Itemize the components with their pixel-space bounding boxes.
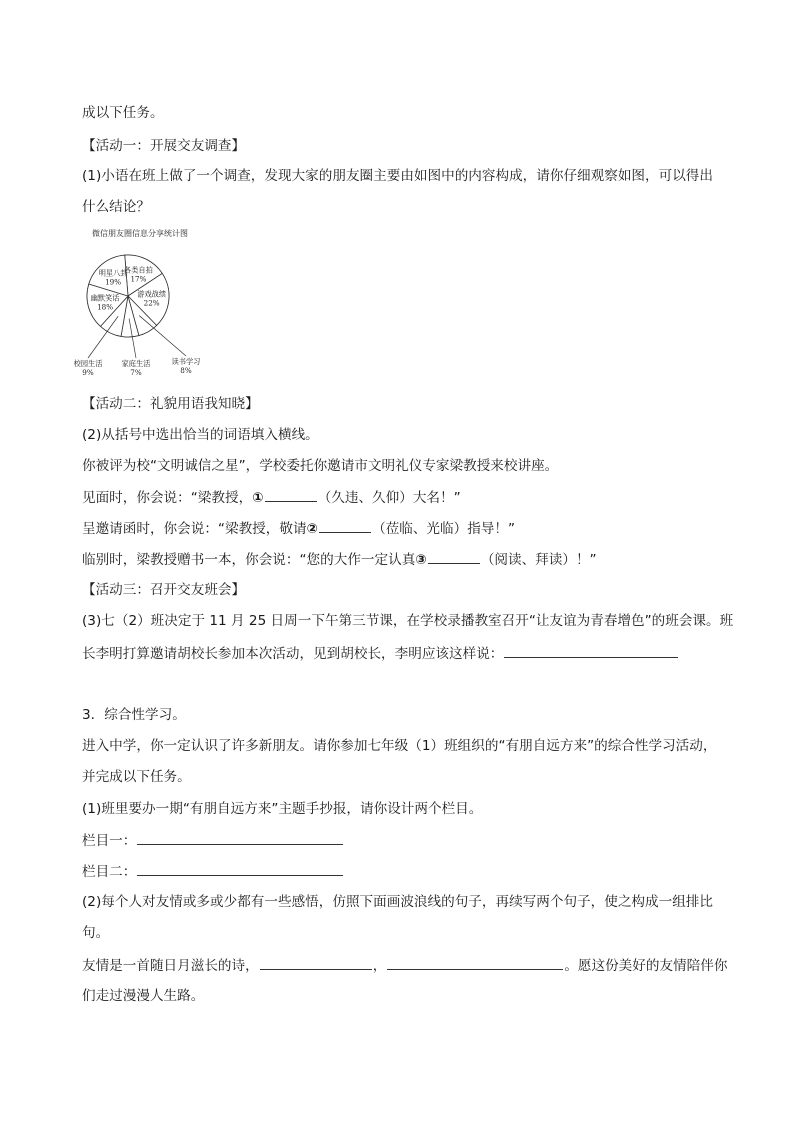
pie-leader-line-3: [139, 316, 186, 356]
line-text: （莅临、光临）指导！”: [372, 521, 516, 537]
blank-line-2: [82, 518, 515, 539]
blank-line-3: [82, 549, 597, 570]
question-3-line-2: [82, 643, 679, 664]
pie-label-3: 读书学习: [171, 357, 201, 366]
activity-three-heading: 【活动三：召开交友班会】: [82, 582, 246, 598]
text-line: 成以下任务。: [82, 105, 164, 121]
line-text: 栏目二：: [82, 864, 137, 880]
line-text: 。愿这份美好的友情陪伴你: [564, 958, 728, 974]
friendship-line-end: 们走过漫漫人生路。: [82, 988, 205, 1004]
circle-number-3: ③: [415, 552, 427, 568]
activity-two-heading: 【活动二：礼貌用语我知晓】: [82, 396, 259, 412]
circle-number-2: ②: [306, 521, 319, 537]
line-text: 见面时，你会说：“梁教授，: [82, 490, 253, 506]
column-one-line: [82, 830, 344, 851]
pie-label-2: 游戏战绩: [137, 289, 167, 299]
answer-blank-1[interactable]: [265, 487, 317, 502]
pie-chart-svg: [73, 226, 202, 386]
pie-value-3: 8%: [180, 366, 192, 375]
question-2-intro: (2)从括号中选出恰当的词语填入横线。: [82, 427, 319, 443]
answer-blank-2[interactable]: [319, 518, 371, 533]
answer-blank-invite[interactable]: [504, 643, 678, 658]
section-3-q2-line-1: (2)每个人对友情或多或少都有一些感悟，仿照下面画波浪线的句子，再续写两个句子，使之构成一组排比: [82, 894, 713, 910]
question-2-context: 你被评为校“文明诚信之星”，学校委托你邀请市文明礼仪专家梁教授来校讲座。: [82, 458, 559, 474]
line-text: （久违、久仰）大名！”: [317, 490, 461, 506]
column-two-line: [82, 861, 344, 882]
line-text: 栏目一：: [82, 833, 137, 849]
line-text: 呈邀请函时，你会说：“梁教授，敬请: [82, 521, 307, 537]
question-1-line-2: 什么结论？: [82, 199, 150, 215]
line-text: 临别时，梁教授赠书一本，你会说：“您的大作一定认真: [82, 552, 416, 568]
answer-blank-column-1[interactable]: [137, 830, 343, 845]
question-1-line-1: (1)小语在班上做了一个调查，发现大家的朋友圈主要由如图中的内容构成，请你仔细观察如图，可以得出: [82, 168, 713, 184]
pie-value-2: 22%: [143, 298, 160, 308]
chart-title: 微信朋友圈信息分享统计图: [92, 229, 188, 238]
section-3-intro-2: 并完成以下任务。: [82, 769, 191, 785]
pie-label-4: 家庭生活: [121, 359, 151, 368]
pie-value-6: 18%: [97, 302, 114, 312]
section-3-q1: (1)班里要办一期“有朋自远方来”主题手抄报，请你设计两个栏目。: [82, 801, 483, 817]
line-text: 友情是一首随日月滋长的诗，: [82, 958, 259, 974]
pie-value-5: 9%: [82, 368, 94, 377]
friendship-line: [82, 955, 727, 976]
answer-blank-sentence-2[interactable]: [387, 955, 563, 970]
section-3-q2-line-2: 句。: [82, 925, 110, 941]
answer-blank-3[interactable]: [428, 549, 480, 564]
activity-one-heading: 【活动一：开展交友调查】: [82, 138, 246, 154]
line-text: （阅读、拜读）！”: [480, 552, 597, 568]
pie-label-6: 幽默笑话: [90, 293, 120, 303]
pie-label-1: 各类自拍: [124, 265, 153, 275]
pie-label-7: 明星八卦: [98, 268, 128, 278]
circle-number-1: ①: [252, 490, 264, 506]
line-text: 长李明打算邀请胡校长参加本次活动，见到胡校长，李明应该这样说：: [82, 646, 504, 662]
question-3-line-1: (3)七（2）班决定于 11 月 25 日周一下午第三节课，在学校录播教室召开“让友谊为青春增色”的班会课。班: [82, 613, 734, 629]
pie-value-7: 19%: [105, 277, 122, 287]
answer-blank-column-2[interactable]: [137, 861, 343, 876]
pie-label-5: 校园生活: [73, 359, 103, 368]
answer-blank-sentence-1[interactable]: [260, 955, 372, 970]
pie-value-4: 7%: [130, 368, 142, 377]
pie-chart: [73, 226, 202, 386]
section-3-intro-1: 进入中学，你一定认识了许多新朋友。请你参加七年级（1）班组织的“有朋自远方来”的综合性学习活动，: [82, 738, 717, 754]
line-text: ，: [372, 958, 387, 974]
blank-line-1: [82, 487, 461, 508]
pie-value-1: 17%: [130, 274, 147, 284]
section-3-heading: 3．综合性学习。: [82, 707, 186, 723]
